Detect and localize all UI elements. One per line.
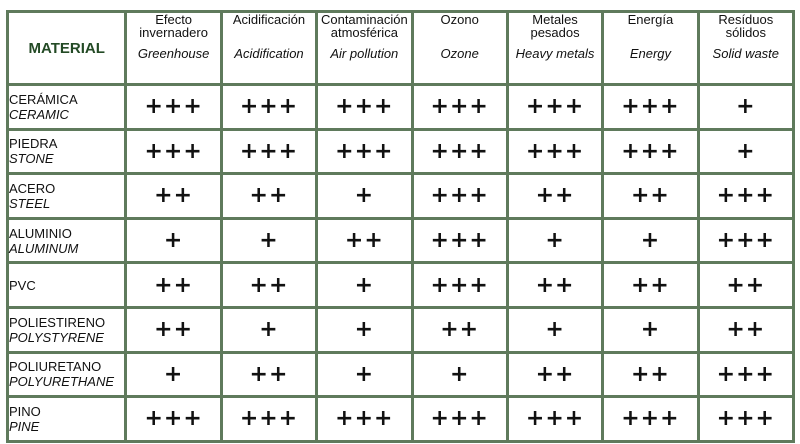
material-cell [8,129,126,174]
impact-rating-cell: + [603,307,698,352]
column-label-es: Resíduos sólidos [718,12,774,40]
impact-rating-cell: +++ [317,85,412,130]
impact-rating-cell: + [317,174,412,219]
impact-rating-cell: +++ [126,397,221,442]
column-label-es: Metales pesados [530,12,580,40]
material-name-en: STEEL [9,195,51,211]
impact-rating-cell: +++ [221,85,316,130]
column-header-air-pollution [317,12,412,85]
column-label-en: Energy [629,46,672,61]
impact-rating-cell: ++ [317,218,412,263]
table-row [8,263,794,308]
column-label-en: Heavy metals [515,46,595,61]
impact-rating-cell: +++ [221,397,316,442]
material-name-es: POLIESTIRENO [9,314,106,330]
impact-rating-cell: +++ [317,397,412,442]
table-row [8,307,794,352]
impact-rating-cell: ++ [603,263,698,308]
column-label-en: Acidification [234,46,304,61]
impact-rating-cell: ++ [126,174,221,219]
impact-rating-cell: +++ [412,263,507,308]
material-name-es: PVC [9,277,36,293]
column-label-es: Efecto invernadero [139,12,208,40]
column-label-es: Acidificación [232,12,306,27]
table-row [8,218,794,263]
impact-rating-cell: + [412,352,507,397]
impact-rating-cell: +++ [603,85,698,130]
material-cell [8,352,126,397]
impact-rating-cell: ++ [698,263,793,308]
impact-rating-cell: ++ [221,352,316,397]
impact-rating-cell: +++ [412,129,507,174]
impact-rating-cell: ++ [221,174,316,219]
impact-rating-cell: + [317,263,412,308]
material-name-es: ACERO [9,180,56,196]
impact-rating-cell: + [507,218,602,263]
impact-rating-cell: +++ [412,85,507,130]
material-cell [8,85,126,130]
material-cell [8,263,126,308]
impact-rating-cell: ++ [126,307,221,352]
table-row [8,85,794,130]
impact-rating-cell: +++ [221,129,316,174]
impact-rating-cell: +++ [412,174,507,219]
table-row [8,129,794,174]
column-header-ozone [412,12,507,85]
impact-rating-cell: ++ [698,307,793,352]
column-header-energy [603,12,698,85]
impact-rating-cell: ++ [507,174,602,219]
impact-rating-cell: ++ [412,307,507,352]
column-header-greenhouse [126,12,221,85]
impact-rating-cell: +++ [698,352,793,397]
impact-rating-cell: +++ [412,218,507,263]
material-name-es: CERÁMICA [9,91,78,107]
impact-rating-cell: +++ [603,397,698,442]
column-label-en: Greenhouse [137,46,210,61]
impact-rating-cell: +++ [507,85,602,130]
impact-rating-cell: +++ [698,397,793,442]
table-row [8,352,794,397]
column-label-en: Air pollution [330,46,399,61]
material-name-en: ALUMINUM [9,240,79,256]
material-name-es: POLIURETANO [9,359,102,375]
column-label-es: Ozono [440,12,479,27]
impact-rating-cell: + [221,218,316,263]
material-cell [8,307,126,352]
material-header: MATERIAL [8,12,126,85]
impact-rating-cell: +++ [507,397,602,442]
impact-rating-cell: + [126,218,221,263]
material-name-en: POLYURETHANE [9,374,114,390]
impact-rating-cell: +++ [126,129,221,174]
impact-rating-cell: + [221,307,316,352]
impact-rating-cell: ++ [603,352,698,397]
material-name-es: PINO [9,403,41,419]
impact-rating-cell: ++ [126,263,221,308]
table-body [8,85,794,442]
impact-rating-cell: + [317,352,412,397]
material-cell [8,397,126,442]
impact-rating-cell: + [698,85,793,130]
impact-rating-cell: + [126,352,221,397]
column-header-acidification [221,12,316,85]
impact-rating-cell: +++ [698,174,793,219]
column-label-es: Contaminación atmosférica [320,12,408,40]
material-name-en: PINE [9,418,40,434]
impact-rating-cell: + [698,129,793,174]
impact-rating-cell: + [317,307,412,352]
impact-rating-cell: + [507,307,602,352]
impact-rating-cell: +++ [317,129,412,174]
impact-rating-cell: ++ [507,352,602,397]
material-name-es: ALUMINIO [9,225,72,241]
impact-rating-cell: +++ [507,129,602,174]
material-cell [8,218,126,263]
table-row [8,174,794,219]
material-name-en: POLYSTYRENE [9,329,104,345]
table-row [8,397,794,442]
impact-rating-cell: +++ [698,218,793,263]
material-name-en: STONE [9,151,54,167]
impact-rating-cell: +++ [603,129,698,174]
material-cell [8,174,126,219]
column-header-solid-waste [698,12,793,85]
impact-rating-cell: ++ [603,174,698,219]
column-label-es: Energía [627,12,674,27]
impact-rating-cell: +++ [126,85,221,130]
impact-rating-cell: ++ [507,263,602,308]
impact-rating-cell: ++ [221,263,316,308]
impact-rating-cell: + [603,218,698,263]
material-name-en: CERAMIC [9,106,69,122]
impact-rating-cell: +++ [412,397,507,442]
material-name-es: PIEDRA [9,136,58,152]
column-header-heavy-metals [507,12,602,85]
impact-table [6,10,795,443]
column-label-en: Solid waste [712,46,780,61]
column-label-en: Ozone [440,46,479,61]
header-row [8,12,794,85]
